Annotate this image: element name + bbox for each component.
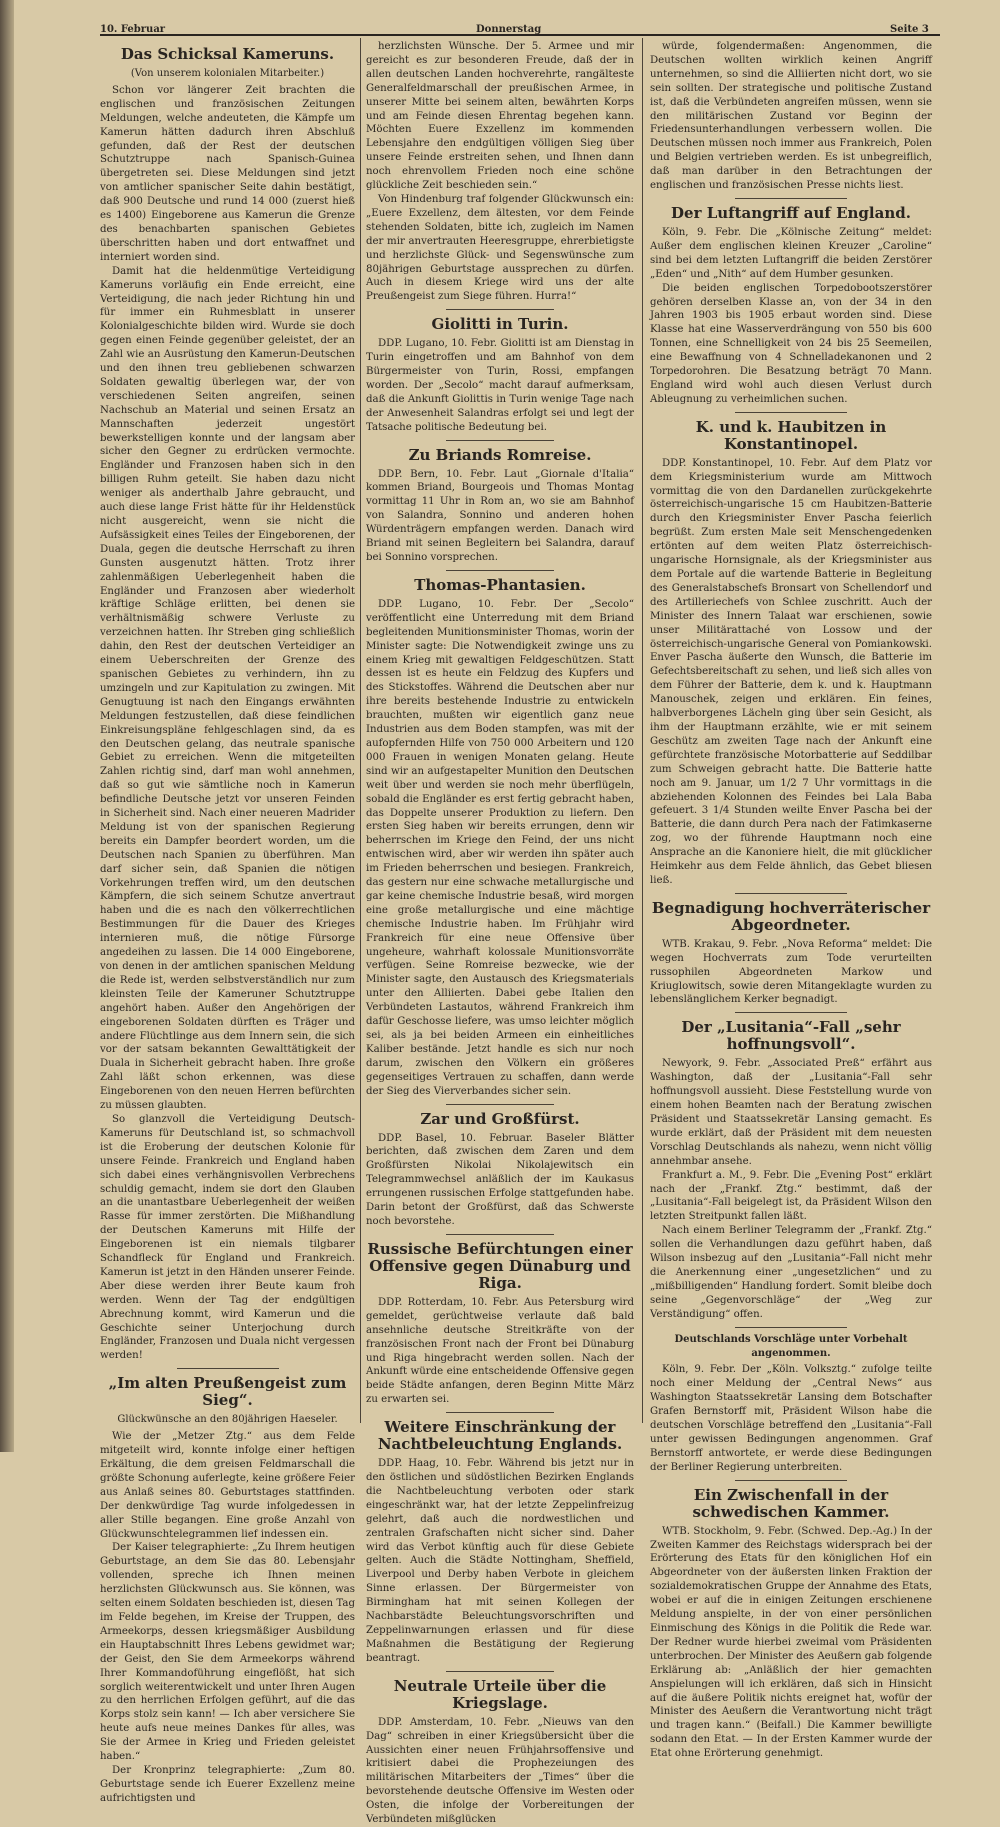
article-paragraph: Frankfurt a. M., 9. Febr. Die „Evening Post“ erklärt nach der „Frankf. Ztg.“ bestimmt, daß der „Lusitania“-Fall beigelegt ist, da Präsident Wilson den letzten Streitpunkt fallen läßt. xyxy=(650,1169,932,1223)
article-separator xyxy=(177,1368,279,1369)
article-headline: Neutrale Urteile über die Kriegslage. xyxy=(393,1676,607,1712)
article xyxy=(650,205,932,413)
header-page: Seite 3 xyxy=(890,24,929,35)
article-paragraph: DDP. Bern, 10. Febr. Laut „Giornale d'Italia“ kommen Briand, Bourgeois und Thomas Montag vormittag 11 Uhr in Rom an, wo sie am Bahnhof von Salandra, Sonnino und anderen hohen Würdenträgern empfangen werden. Danach wird Briand mit seinen Begleitern bei Salandra, darauf bei Sonnino vorsprechen. xyxy=(366,468,634,563)
article-paragraph: Wie der „Metzer Ztg.“ aus dem Felde mitgeteilt wird, konnte infolge einer heftigen Erkältung, die dem greisen Feldmarschall die größte Schonung auferlegte, keine größere Feier aus Anlaß seines 80. Geburtstages stattfinden. Der denkwürdige Tag wurde infolgedessen in aller Stille begangen. Eine große Anzahl von Glückwunschtelegrammen lief indessen ein. xyxy=(100,1431,355,1540)
article-paragraph: DDP. Amsterdam, 10. Febr. „Nieuws van den Dag“ schreiben in einer Kriegsübersicht über die Aussichten einer neuen Frühjahrsoffensive und kritisiert dabei die Prophezeiungen des militärischen Mitarbeiters der „Times“ über die bevorstehende deutsche Offensive im Westen oder Osten, die infolge der Vorbereitungen der Verbündeten mißglücken xyxy=(366,1716,634,1826)
article-separator xyxy=(446,1104,553,1105)
column-divider xyxy=(642,38,643,1423)
article-separator xyxy=(446,1412,553,1413)
article xyxy=(650,40,932,199)
article-headline: Zar und Großfürst. xyxy=(420,1109,580,1128)
header-date: 10. Februar xyxy=(100,24,166,35)
article-headline: Giolitti in Turin. xyxy=(431,315,569,334)
article-headline: K. und k. Haubitzen in Konstantinopel. xyxy=(695,417,887,453)
article-paragraph: Köln, 9. Febr. Die „Kölnische Zeitung“ meldet: Außer dem englischen kleinen Kreuzer „Caroline“ sind bei dem letzten Luftangriff die beiden Zerstörer „Eden“ und „Nith“ auf dem Humber gesunken. xyxy=(650,226,932,280)
article-paragraph: DDP. Haag, 10. Febr. Während bis jetzt nur in den östlichen und südöstlichen Bezirken Englands die Nachtbeleuchtung verboten oder stark eingeschränkt war, hat der letzte Zeppelinfreizug gelehrt, daß auch die nordwestlichen und zentralen Grafschaften nicht sicher sind. Daher wird das Verbot künftig auch für diese Gebiete gelten. Auch die Städte Nottingham, Sheffield, Liverpool und Derby haben Verbote in gleichem Sinne erlassen. Der Bürgermeister von Birmingham hat mit seinen Kollegen der Nachbarstädte Beleuchtungsvorschriften und Zeppelinwarnungen erlassen und für diese Maßnahmen die Bestätigung der Regierung beantragt. xyxy=(366,1458,634,1664)
article-paragraph: würde, folgendermaßen: Angenommen, die Deutschen wollten wirklich keinen Angriff unternehmen, so sind die Alliierten nicht dort, wo sie sein sollten. Der strategische und politische Zustand ist, daß die Verbündeten angreifen müssen, wenn sie den militärischen Zustand vor Beginn der Friedensunterhandlungen verbessern wollen. Die Deutschen müssen noch immer aus Frankreich, Polen und Belgien vertrieben werden. Es ist unbegreiflich, daß man darüber in den Betrachtungen der englischen und französischen Presse nichts liest. xyxy=(650,41,932,192)
column-divider xyxy=(360,38,361,1423)
article-separator xyxy=(446,440,553,441)
article-separator xyxy=(735,1012,848,1013)
article-paragraph: Damit hat die heldenmütige Verteidigung Kameruns vorläufig ein Ende erreicht, eine Verteidigung, die nach jeder Richtung hin und für immer ein Ruhmesblatt in unserer Kolonialgeschichte bilden wird. Wurde sie doch gegen einen Feinde gegenüber geleistet, der an Zahl wie an Ausrüstung den Kamerun-Deutschen und den ihnen treu gebliebenen schwarzen Soldaten gewaltig überlegen war, der von verschiedenen Seiten angreifen, seinen Nachschub an Material und seinen Ersatz an Mannschaften jederzeit ungestört bewerkstelligen konnte und der langsam aber sicher den Gegner zu erdrücken vermochte. Engländer und Franzosen haben sich in den billigen Ruhm geteilt. Sie haben dazu nicht weniger als anderthalb Jahre gebraucht, und auch diese lange Frist hätte für ihr Heldenstück nicht ausgereicht, wenn sie nicht die Aufsässigkeit eines Teiles der Eingeborenen, der Duala, gegen die deutsche Herrschaft zu ihren Gunsten ausgenutzt hätten. Trotz ihrer zahlenmäßigen Ueberlegenheit haben die Engländer und Franzosen aber wiederholt kräftige Schläge erlitten, bei denen sie verhältnismäßig schwere Verluste zu verzeichnen hatten. Ihr Streben ging schließlich dahin, den Rest der deutschen Verteidiger an einem Ueberschreiten der Grenze des spanischen Gebietes zu verhindern, ihn zu umzingeln und zur Kapitulation zu zwingen. Mit Genugtuung ist nach den Eingangs erwähnten Meldungen festzustellen, daß diese feindlichen Einkreisungspläne fehlgeschlagen sind, da es den Deutschen gelang, das neutrale spanische Gebiet zu erreichen. Wenn die mitgeteilten Zahlen richtig sind, darf man wohl annehmen, daß so gut wie sämtliche noch in Kamerun befindliche Deutsche jetzt vor unseren Feinden in Sicherheit sind. Nach einer neueren Madrider Meldung ist von der spanischen Regierung bereits ein Dampfer beordert worden, um die Deutschen nach Spanien zu überführen. Man darf sicher sein, daß Spanien die nötigen Vorkehrungen treffen wird, um den deutschen Kämpfern, die sich seinem Schutze anvertraut haben und die es nach den völkerrechtlichen Bestimmungen für die Dauer des Krieges internieren muß, die nötige Fürsorge angedeihen zu lassen. Die 14 000 Eingeborene, von denen in der amtlichen spanischen Meldung die Rede ist, werden selbstverständlich nur zum kleinsten Teile der Kameruner Schutztruppe angehört haben. Außer den Angehörigen der eingeborenen Soldaten dürften es Träger und andere Flüchtlinge aus dem Innern sein, die sich vor der satsam bekannten Gewalttätigkeit der Duala in Sicherheit gebracht haben. Ihre große Zahl läßt schon erkennen, was diese Eingeborenen von den neuen Herren befürchten zu müssen glaubten. xyxy=(100,265,355,1112)
article-separator xyxy=(446,1234,553,1235)
article-paragraph: So glanzvoll die Verteidigung Deutsch-Kameruns für Deutschland ist, so schmachvoll ist die Eroberung der deutschen Kolonie für unsere Feinde. Frankreich und England haben sich dabei eines verhängnisvollen Verbrechens schuldig gemacht, indem sie dort den Glauben an die unantastbare Ueberlegenheit der weißen Rasse für immer zerstörten. Die Mißhandlung der Deutschen Kameruns mit Hilfe der Eingeborenen ist ein niemals tilgbarer Schandfleck für England und Frankreich. Kamerun ist jetzt in den Händen unserer Feinde. Aber diese werden ihrer Beute kaum froh werden. Wenn der Tag der endgültigen Abrechnung kommt, wird Kamerun und die Geschichte seiner Unterjochung durch Engländer, Franzosen und Duala nicht vergessen werden! xyxy=(100,1113,355,1362)
article-paragraph: Nach einem Berliner Telegramm der „Frankf. Ztg.“ sollen die Verhandlungen dazu geführt haben, daß Wilson insbezug auf den „Lusitania“-Fall nicht mehr die Anerkennung einer „ungesetzlichen“ und zu „mißbilligenden“ Handlung fordert. Somit bleibe doch seine „Gegenvorschläge“ der „Weg zur Verständigung“ offen. xyxy=(650,1225,932,1320)
article-headline: Thomas-Phantasien. xyxy=(414,575,586,594)
article-headline: Der Luftangriff auf England. xyxy=(671,203,911,222)
header-rule xyxy=(100,34,940,36)
article-paragraph: DDP. Lugano, 10. Febr. Giolitti ist am Dienstag in Turin eingetroffen und am Bahnhof von dem Bürgermeister von Turin, Rossi, empfangen worden. Der „Secolo“ macht darauf aufmerksam, daß die Ankunft Giolittis in Turin wenige Tage nach der Anwesenheit Salandras erfolgt sei und legt der Tatsache politische Bedeutung bei. xyxy=(366,338,634,433)
article-headline: Ein Zwischenfall in der schwedischen Kammer. xyxy=(692,1485,890,1521)
article xyxy=(100,1375,355,1805)
article-paragraph: DDP. Konstantinopel, 10. Febr. Auf dem Platz vor dem Kriegsministerium wurde am Mittwoch vormittag die von den Dardanellen zurückgekehrte österreichisch-ungarische 15 cm Haubitzen-Batterie durch den Kriegsminister Enver Pascha feierlich begrüßt. Zum ersten Male seit Menschengedenken ertönten auf dem weiten Platz österreichisch-ungarische Hornsignale, als der Kriegsminister aus dem Portale auf die wartende Batterie in Begleitung des Generalstabschefs Bronsart von Schellendorf und des Artilleriechefs von Schlee zuschritt. Auch der Minister des Innern Talaat war erschienen, sowie unser Militärattaché von Lossow und der österreichisch-ungarische General von Pomiankowski. Enver Pascha äußerte den Wunsch, die Batterie im Gefechtsbereitschaft zu sehen, und ließ sich alles von dem Führer der Batterie, dem k. und k. Hauptmann Manouschek, zeigen und erklären. Ein feines, halbverborgenes Lächeln ging über sein Gesicht, als ihm der Hauptmann erzählte, wie er mit seinem Geschütz am zweiten Tage nach der Ankunft eine gefürchtete französische Motorbatterie auf Seddilbar zum Schweigen gebracht hatte. Die Batterie hatte noch am 9. Januar, um 1/2 7 Uhr vormittags in die abziehenden Kolonnen des Feindes bei Lala Baba gefeuert. 3 1/4 Stunden weilte Enver Pascha bei der Batterie, die dann durch Pera nach der Fatimkaserne zog, wo der führende Hauptmann noch eine Ansprache an die Kanoniere hielt, die mit glücklicher Heimkehr aus dem Felde ähnlich, das Gebet bliesen ließ. xyxy=(650,457,932,886)
article-headline: Zu Briands Romreise. xyxy=(408,445,592,464)
header-weekday: Donnerstag xyxy=(476,24,542,35)
article xyxy=(650,1019,932,1327)
column-2 xyxy=(366,40,634,1827)
article xyxy=(650,1487,932,1761)
article-paragraph: Schon vor längerer Zeit brachten die englischen und französischen Zeitungen Meldungen, welche andeuteten, die Kämpfe um Kamerun hätten dadurch ihren Abschluß gefunden, daß der Rest der deutschen Schutztruppe nach Spanisch-Guinea übergetreten sei. Diese Meldungen sind jetzt von amtlicher spanischer Seite dahin bestätigt, daß 900 Deutsche und rund 14 000 (zuerst hieß es 1400) Eingeborene aus Kamerun die Grenze des benachbarten spanischen Gebietes überschritten haben und dort entwaffnet und interniert worden sind. xyxy=(100,84,355,263)
article-headline: Das Schicksal Kameruns. xyxy=(120,45,335,63)
page-edge xyxy=(0,0,14,1452)
article-paragraph: WTB. Stockholm, 9. Febr. (Schwed. Dep.-Ag.) In der Zweiten Kammer des Reichstags widersprach bei der Erörterung des Etats für den königlichen Hof ein Abgeordneter von der äußersten linken Fraktion der sozialdemokratischen Gruppe der Annahme des Etats, wobei er auf die in einigen Zeitungen erschienene Meldung anspielte, in der von einer persönlichen Einmischung des Königs in die Politik die Rede war. Der Redner wurde hierbei zweimal vom Präsidenten unterbrochen. Der Minister des Aeußern gab folgende Erklärung ab: „Anläßlich der hier gemachten Anspielungen will ich erklären, daß sich in Hinsicht auf die äußere Politik nichts ereignet hat, wofür der Minister des Aeußern die Verantwortung nicht trägt und tragen kann.“ (Beifall.) Die Kammer bewilligte sodann den Etat. — In der Ersten Kammer wurde der Etat ohne Erörterung genehmigt. xyxy=(650,1525,932,1760)
article xyxy=(366,316,634,440)
article-paragraph: DDP. Basel, 10. Februar. Baseler Blätter berichten, daß zwischen dem Zaren und dem Großfürsten Nikolai Nikolajewitsch ein Telegrammwechsel anläßlich der im Kaukasus errungenen russischen Erfolge stattgefunden habe. Darin betont der Großfürst, daß das Schwerste noch bevorstehe. xyxy=(366,1132,634,1227)
article xyxy=(650,419,932,894)
article xyxy=(366,447,634,571)
article-separator xyxy=(735,893,848,894)
article-subtitle: (Von unserem kolonialen Mitarbeiter.) xyxy=(130,68,325,79)
article-headline: Russische Befürchtungen einer Offensive gegen Dünaburg und Riga. xyxy=(367,1239,633,1292)
article-subtitle: Glückwünsche an den 80jährigen Haeseler. xyxy=(117,1414,338,1426)
article-separator xyxy=(735,198,848,199)
article-headline: Weitere Einschränkung der Nachtbeleuchtung Englands. xyxy=(377,1418,623,1454)
article xyxy=(366,1241,634,1413)
article-headline: „Im alten Preußengeist zum Sieg“. xyxy=(108,1374,347,1410)
article-paragraph: WTB. Krakau, 9. Febr. „Nova Reforma“ meldet: Die wegen Hochverrats zum Tode verurteilten russophilen Abgeordneten Markow und Kriuglowitsch, sowie deren Mitangeklagte wurden zu lebenslänglichem Kerker begnadigt. xyxy=(650,938,932,1006)
article-separator xyxy=(735,412,848,413)
article-paragraph: Die beiden englischen Torpedobootszerstörer gehören derselben Klasse an, von der 34 in den Jahren 1903 bis 1905 erbaut worden sind. Diese Klasse hat eine Wasserverdrängung von 550 bis 600 Tonnen, eine Schnelligkeit von 24 bis 25 Seemeilen, eine Bewaffnung von 4 Schnelladekanonen und 2 Torpedorohren. Die Besatzung beträgt 70 Mann. England wird wohl auch diesen Verlust durch Ableugnung zu verheimlichen suchen. xyxy=(650,282,932,405)
article-headline: Der „Lusitania“-Fall „sehr hoffnungsvoll“. xyxy=(681,1018,901,1054)
article-subtitle: Deutschlands Vorschläge unter Vorbehalt angenommen. xyxy=(674,1333,908,1359)
article-paragraph: Newyork, 9. Febr. „Associated Preß“ erfährt aus Washington, daß der „Lusitania“-Fall sehr hoffnungsvoll aussieht. Diese Feststellung wurde von einem hohen Beamten nach der Beratung zwischen Präsident und Staatssekretär Lansing gemacht. Es wurde erklärt, daß der Präsident mit dem neuesten Vorschlag Deutschlands als nahezu, wenn nicht völlig annehmbar ansehe. xyxy=(650,1058,932,1167)
article xyxy=(366,40,634,310)
article xyxy=(366,1419,634,1672)
article xyxy=(366,1678,634,1827)
article xyxy=(100,46,355,1369)
article-separator xyxy=(735,1480,848,1481)
article-paragraph: Der Kaiser telegraphierte: „Zu Ihrem heutigen Geburtstage, an dem Sie das 80. Lebensjahr vollenden, spreche ich Ihnen meinen herzlichsten Glückwunsch aus. Sie können, was selten einem Soldaten beschieden ist, diesen Tag im Felde begehen, im Kreise der Truppen, des Armeekorps, dessen kriegsmäßiger Ausbildung ein Hauptabschnitt Ihres Lebens gewidmet war; der Geist, den Sie dem Armeekorps während Ihrer Kommandoführung eingeflößt, hat sich sorglich weiterentwickelt und unter Ihren Augen zu den herrlichen Erfolgen geführt, auf die das Korps stolz sein kann! — Ich aber versichere Sie heute aufs neue meines Dankes für alles, was Sie der Armee in Krieg und Frieden geleistet haben.“ xyxy=(100,1542,355,1763)
article-separator xyxy=(446,1671,553,1672)
article xyxy=(366,1111,634,1235)
article-headline: Begnadigung hochverräterischer Abgeordneter. xyxy=(651,898,931,934)
article-paragraph: herzlichsten Wünsche. Der 5. Armee und mir gereicht es zur besonderen Freude, daß der in allen deutschen Landen hochverehrte, rangälteste Generalfeldmarschall der preußischen Armee, in unserer Mitte bei seinem alten, bewährten Korps und am Feinde diesen Ehrentag begehen kann. Möchten Euere Exzellenz im kommenden Lebensjahre den endgültigen völligen Sieg über unsere Feinde erstreiten sehen, und Ihnen dann noch ehrenvollem Frieden noch eine schöne glückliche Zeit beschieden sein.“ xyxy=(366,41,634,192)
article xyxy=(366,577,634,1105)
article xyxy=(650,900,932,1014)
column-1 xyxy=(100,40,355,1806)
article-separator xyxy=(735,1327,848,1328)
article-separator xyxy=(446,570,553,571)
article-paragraph: Der Kronprinz telegraphierte: „Zum 80. Geburtstage sende ich Euerer Exzellenz meine aufrichtigsten und xyxy=(100,1764,355,1804)
article-separator xyxy=(446,309,553,310)
article-paragraph: Von Hindenburg traf folgender Glückwunsch ein: „Euere Exzellenz, dem ältesten, vor dem Feinde stehenden Soldaten, bitte ich, zugleich im Namen der mir anvertrauten Heeresgruppe, ehrerbietigste und herzlichste Glück- und Segenswünsche zum 80jährigen Geburtstage aussprechen zu dürfen. Auch in diesem Kriege wird uns der alte Preußengeist zum Siege führen. Hurra!“ xyxy=(366,193,634,303)
column-3 xyxy=(650,40,932,1761)
article-paragraph: DDP. Rotterdam, 10. Febr. Aus Petersburg wird gemeldet, gerüchtweise verlaute daß bald ansehnliche deutsche Streitkräfte von der französischen Front nach der Front bei Dünaburg und Riga hingebracht werden sollen. Nach der Ankunft würde eine entscheidende Offensive gegen beide Städte anfangen, deren Beginn Mitte März zu erwarten sei. xyxy=(366,1296,634,1406)
article-paragraph: Köln, 9. Febr. Der „Köln. Volksztg.“ zufolge teilte noch einer Meldung der „Central News“ aus Washington Staatssekretär Lansing dem Botschafter Grafen Bernstorff mit, Präsident Wilson habe die deutschen Vorschläge betreffend den „Lusitania“-Fall unter gewissen Bedingungen angenommen. Graf Bernstorff antwortete, er werde diese Bedingungen der Berliner Regierung unterbreiten. xyxy=(650,1364,932,1473)
article xyxy=(650,1333,932,1481)
article-paragraph: DDP. Lugano, 10. Febr. Der „Secolo“ veröffentlicht eine Unterredung mit dem Briand begleitenden Munitionsminister Thomas, worin der Minister sagte: Die Notwendigkeit zwinge uns zu einem Krieg mit gewaltigen Feldgeschützen. Statt dessen ist es heute ein Feldzug des Kupfers und des Stickstoffes. Während die Deutschen aber nur ihre bereits bestehende Industrie zu entwickeln brauchten, mußten wir eigentlich ganz neue Industrien aus dem Boden stampfen, was mit der aufopfernden Hilfe von 750 000 Arbeitern und 120 000 Frauen in wenigen Monaten gelang. Heute sind wir an aufgestapelter Munition den Deutschen weit über und werden sie noch mehr überflügeln, sobald die Engländer es erst fertig gebracht haben, das Doppelte unserer Produktion zu liefern. Den ersten Sieg haben wir bereits errungen, denn wir beherrschen im Kriege den Feind, der uns nicht entwischen wird, aber wir werden ihn später auch im Frieden beherrschen und besiegen. Frankreich, das gestern nur eine schwache metallurgische und gar keine chemische Industrie besaß, wird morgen eine große metallurgische und eine mächtige chemische Industrie haben. Im Frühjahr wird Frankreich für eine neue Offensive über ungeheure, wahrhaft kolossale Munitionsvorräte verfügen. Seine Romreise bezwecke, wie der Minister sagte, den Austausch des Kriegsmaterials unter den Alliierten. Dabei gebe Italien den Verbündeten Lastautos, während Frankreich ihm dafür Geschosse liefere, was umso leichter möglich sei, als ja bei beiden Armeen ein einheitliches Kaliber bestände. Jetzt handle es sich nur noch darum, zwischen den Völkern ein größeres gegenseitiges Vertrauen zu schaffen, dann werde der Sieg des Vierverbandes sicher sein. xyxy=(366,598,634,1097)
